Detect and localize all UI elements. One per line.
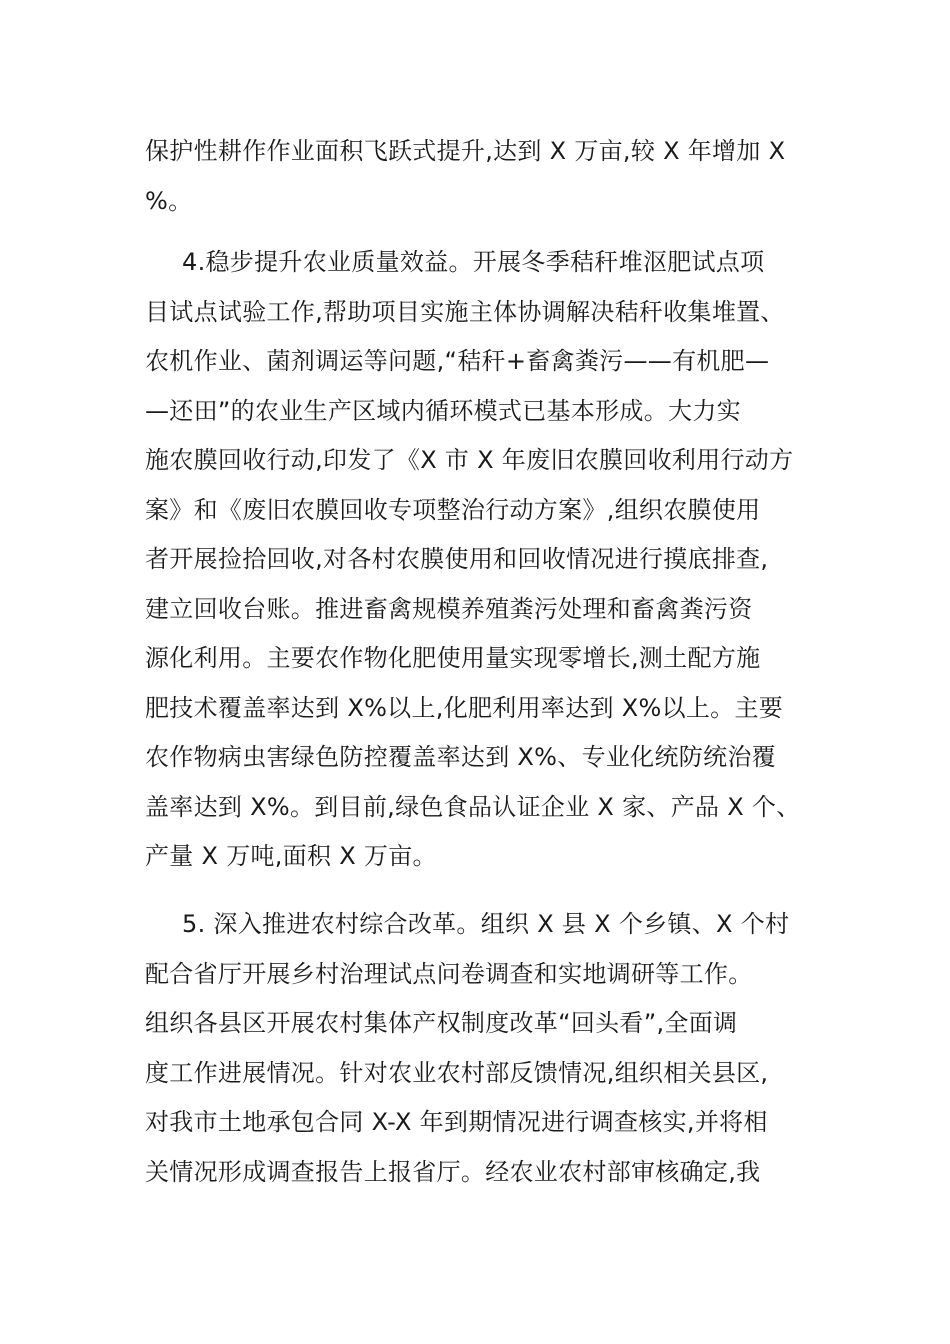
text-line: 者开展捡拾回收,对各村农膜使用和回收情况进行摸底排查, (145, 545, 769, 573)
text-line: 案》和《废旧农膜回收专项整治行动方案》,组织农膜使用 (145, 495, 761, 524)
text-line: —还田”的农业生产区域内循环模式已基本形成。大力实 (145, 396, 741, 425)
paragraph-agricultural-quality (145, 238, 805, 882)
text-line: 保护性耕作作业面积飞跃式提升,达到 X 万亩,较 X 年增加 X (145, 137, 786, 165)
text-line: 组织各县区开展农村集体产权制度改革“回头看”,全面调 (145, 1009, 738, 1037)
text-line: 关情况形成调查报告上报省厅。经农业农村部审核确定,我 (145, 1157, 761, 1186)
text-line: 施农膜回收行动,印发了《X 市 X 年废旧农膜回收利用行动方 (145, 446, 794, 474)
text-line: %。 (145, 186, 193, 215)
text-line: 农作物病虫害绿色防控覆盖率达到 X%、专业化统防统治覆 (145, 743, 776, 771)
text-line: 建立回收台账。推进畜禽规模养殖粪污处理和畜禽粪污资 (145, 594, 753, 623)
text-line: 目试点试验工作,帮助项目实施主体协调解决秸秆收集堆置、 (145, 297, 785, 326)
text-line: 配合省厅开展乡村治理试点问卷调查和实地调研等工作。 (145, 959, 753, 988)
text-line: 5. 深入推进农村综合改革。组织 X 县 X 个乡镇、X 个村 (182, 910, 790, 938)
text-line: 源化利用。主要农作物化肥使用量实现零增长,测土配方施 (145, 644, 761, 672)
text-line: 4.稳步提升农业质量效益。开展冬季秸秆堆沤肥试点项 (182, 248, 765, 276)
text-line: 对我市土地承包合同 X-X 年到期情况进行调查核实,并将相 (145, 1108, 768, 1136)
paragraph-conservation-tillage (145, 127, 805, 226)
paragraph-rural-reform (145, 900, 805, 1197)
text-line: 盖率达到 X%。到目前,绿色食品认证企业 X 家、产品 X 个、 (145, 792, 801, 821)
text-line: 农机作业、菌剂调运等问题,“秸秆+畜禽粪污——有机肥— (145, 347, 770, 375)
text-line: 度工作进展情况。针对农业农村部反馈情况,组织相关县区, (145, 1058, 769, 1087)
text-line: 产量 X 万吨,面积 X 万亩。 (145, 842, 437, 870)
text-line: 肥技术覆盖率达到 X%以上,化肥利用率达到 X%以上。主要 (145, 693, 784, 722)
